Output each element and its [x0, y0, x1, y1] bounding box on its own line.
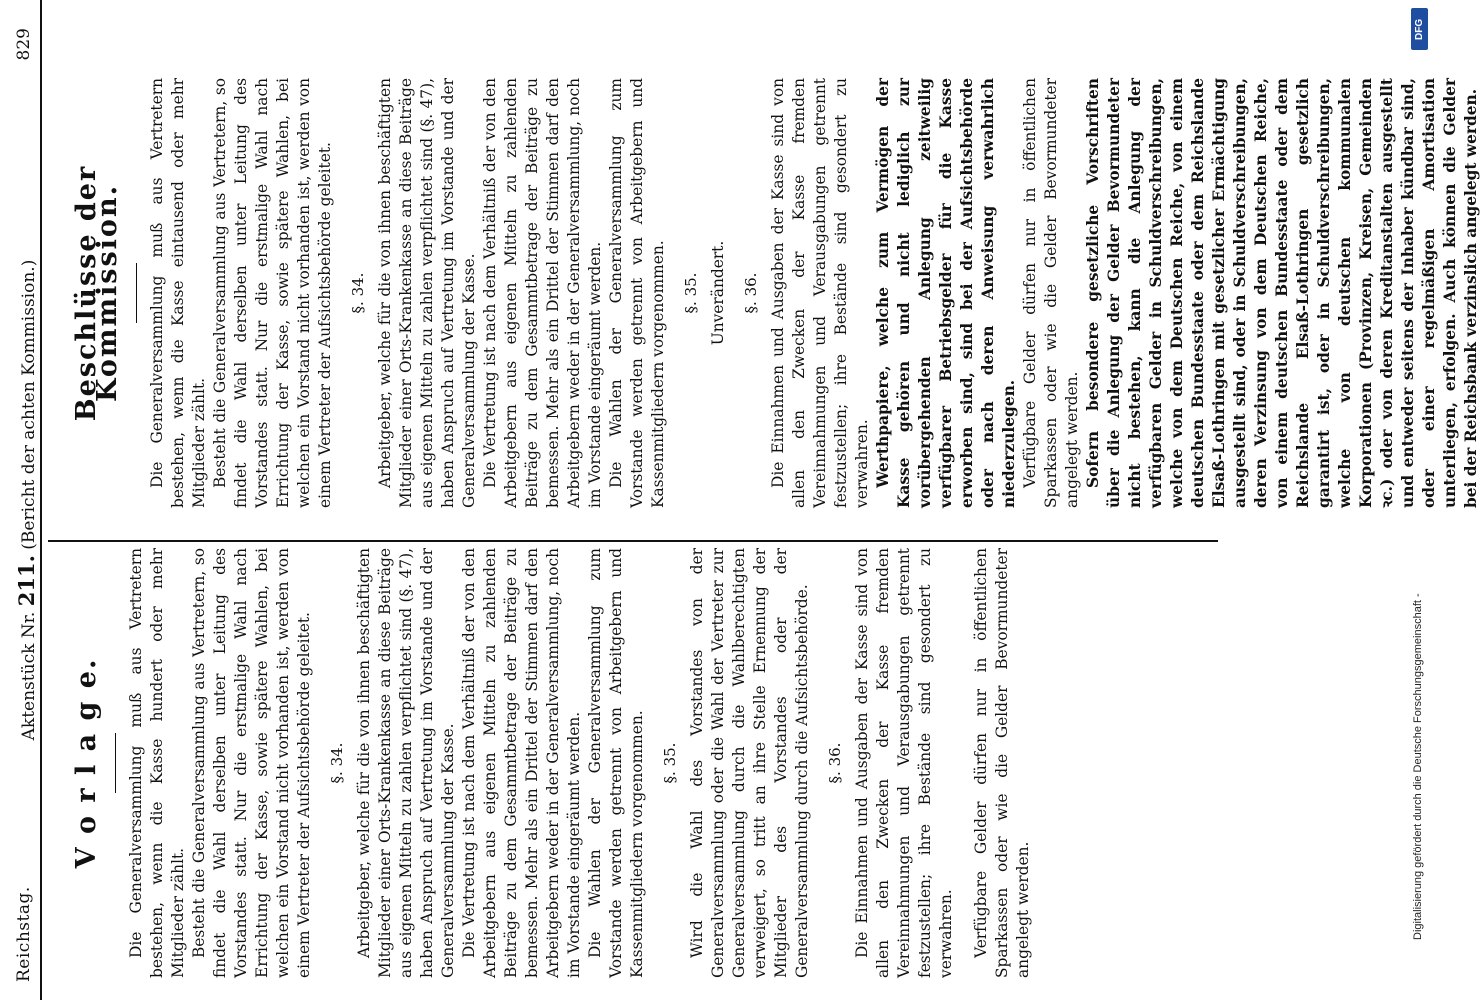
left-column-title: V o r l a g e.	[71, 657, 102, 869]
paragraph: Die Vertretung ist nach dem Verhältniß der von den Arbeitgebern aus eigenen Mitteln zu zahlenden Beiträge zu dem Gesammtbetrage der Beiträge zu bemessen. Mehr als ein Drittel der Stimmen darf den Arbeitgebern weder in der Generalversammlung, noch im Vorstande eingeräumt werden.	[460, 548, 583, 978]
right-column	[48, 78, 1482, 508]
digitization-note: Digitalisierung gefördert durch die Deutsche Forschungsgemeinschaft -	[1412, 593, 1424, 940]
paragraph: Die Wahlen der Generalversammlung zum Vorstande werden getrennt von Arbeitgebern und Kassenmitgliedern vorgenommen.	[586, 548, 646, 978]
section-heading: §. 35.	[682, 272, 700, 314]
section-heading: §. 36.	[742, 272, 760, 314]
header-center-number: 211.	[14, 555, 39, 607]
section-heading: §. 36.	[826, 742, 844, 784]
paragraph: Arbeitgeber, welche für die von ihnen beschäftigten Mitglieder einer Orts-Krankenkasse an diese Beiträge aus eigenen Mitteln zu zahlen verpflichtet sind (§. 47), haben Anspruch auf Vertretung im Vorstande und der Generalversammlung der Kasse.	[355, 548, 457, 978]
left-column	[48, 548, 1034, 978]
dfg-logo: DFG	[1411, 8, 1428, 50]
paragraph: Arbeitgeber, welche für die von ihnen beschäftigten Mitglieder einer Orts-Krankenkasse an diese Beiträge aus eigenen Mitteln zu zahlen verpflichtet sind (§. 47), haben Anspruch auf Vertretung im Vorstande und der Generalversammlung der Kasse.	[376, 78, 478, 508]
paragraph: Verfügbare Gelder dürfen nur in öffentlichen Sparkassen oder wie die Gelder Bevormundeter angelegt werden.	[972, 548, 1032, 978]
paragraph: Besteht die Generalversammlung aus Vertretern, so findet die Wahl derselben unter Leitung des Vorstandes statt. Nur die erstmalige Wahl nach Errichtung der Kasse, sowie spätere Wahlen, bei welchen ein Vorstand nicht vorhanden ist, werden von einem Vertreter der Aufsichtsbehörde geleitet.	[190, 548, 313, 978]
paragraph: Wird die Wahl des Vorstandes von der Generalversammlung oder die Wahl der Vertreter zur Generalversammlung durch die Wahlberechtigten verweigert, so tritt an ihre Stelle Ernennung der Mitglieder des Vorstandes oder der Generalversammlung durch die Aufsichtsbehörde.	[688, 548, 811, 978]
right-column-title: Beschlüsse der Kommission.	[71, 164, 123, 422]
header-left: Reichstag.	[14, 886, 34, 982]
section-heading: §. 34.	[328, 742, 346, 784]
paragraph: Die Vertretung ist nach dem Verhältniß der von den Arbeitgebern aus eigenen Mitteln zu zahlenden Beiträge zu dem Gesammtbetrage der Beiträge zu bemessen. Mehr als ein Drittel der Stimmen darf den Arbeitgebern weder in der Generalversammlung, noch im Vorstande eingeräumt werden.	[481, 78, 604, 508]
paragraph: Verfügbare Gelder dürfen nur in öffentlichen Sparkassen oder wie die Gelder Bevormundeter angelegt werden.	[1021, 78, 1081, 508]
header-center-suffix: (Bericht der achten Kommission.)	[19, 259, 39, 550]
paragraph: Die Einnahmen und Ausgaben der Kasse sind von allen den Zwecken der Kasse fremden Vereinnahmungen und Verausgabungen getrennt festzustellen; ihre Bestände sind gesondert zu verwahren.	[853, 548, 955, 978]
paragraph: Die Generalversammlung muß aus Vertretern bestehen, wenn die Kasse hundert oder mehr Mitglieder zählt.	[127, 548, 187, 978]
paragraph: Unverändert.	[709, 240, 727, 346]
paragraph-bold: Werthpapiere, welche zum Vermögen der Kasse gehören und nicht lediglich zur vorübergehenden Anlegung zeitweilig verfügbarer Betriebsgelder für die Kasse erworben sind, sind bei der Aufsichtsbehörde oder nach deren Anweisung verwahrlich niederzulegen.	[874, 78, 1018, 508]
page-number: 829	[14, 28, 34, 61]
title-rule	[115, 733, 116, 793]
paragraph: Besteht die Generalversammlung aus Vertretern, so findet die Wahl derselben unter Leitung des Vorstandes statt. Nur die erstmalige Wahl nach Errichtung der Kasse, sowie spätere Wahlen, bei welchen ein Vorstand nicht vorhanden ist, werden von einem Vertreter der Aufsichtsbehörde geleitet.	[211, 78, 334, 508]
section-heading: §. 35.	[661, 742, 679, 784]
section-heading: §. 34.	[349, 272, 367, 314]
header-center-prefix: Aktenstück Nr.	[19, 611, 39, 741]
paragraph: Die Generalversammlung muß aus Vertretern bestehen, wenn die Kasse eintausend oder mehr Mitglieder zählt.	[148, 78, 208, 508]
page-header	[0, 0, 42, 1000]
paragraph: Die Wahlen der Generalversammlung zum Vorstande werden getrennt von Arbeitgebern und Kassenmitgliedern vorgenommen.	[607, 78, 667, 508]
paragraph-bold: Sofern besondere gesetzliche Vorschriften über die Anlegung der Gelder Bevormundeter nicht bestehen, kann die Anlegung der verfügbaren Gelder in Schuldverschreibungen, welche von dem Deutschen Reiche, von einem deutschen Bundesstaate oder dem Reichslande Elsaß-Lothringen mit gesetzlicher Ermächtigung ausgestellt sind, oder in Schuldverschreibungen, deren Verzinsung von dem Deutschen Reiche, von einem deutschen Bundesstaate oder dem Reichslande Elsaß-Lothringen gesetzlich garantirt ist, oder in Schuldverschreibungen, welche von deutschen kommunalen Korporationen (Provinzen, Kreisen, Gemeinden ꝛc.) oder von deren Kreditanstalten ausgestellt und entweder seitens der Inhaber kündbar sind, oder einer regelmäßigen Amortisation unterliegen, erfolgen. Auch können die Gelder bei der Reichsbank verzinslich angelegt werden.	[1084, 78, 1480, 508]
header-center	[14, 0, 39, 1000]
title-rule	[136, 263, 137, 323]
column-divider	[48, 540, 1218, 542]
paragraph: Die Einnahmen und Ausgaben der Kasse sind von allen den Zwecken der Kasse fremden Vereinnahmungen und Verausgabungen getrennt festzustellen; ihre Bestände sind gesondert zu verwahren.	[769, 78, 871, 508]
